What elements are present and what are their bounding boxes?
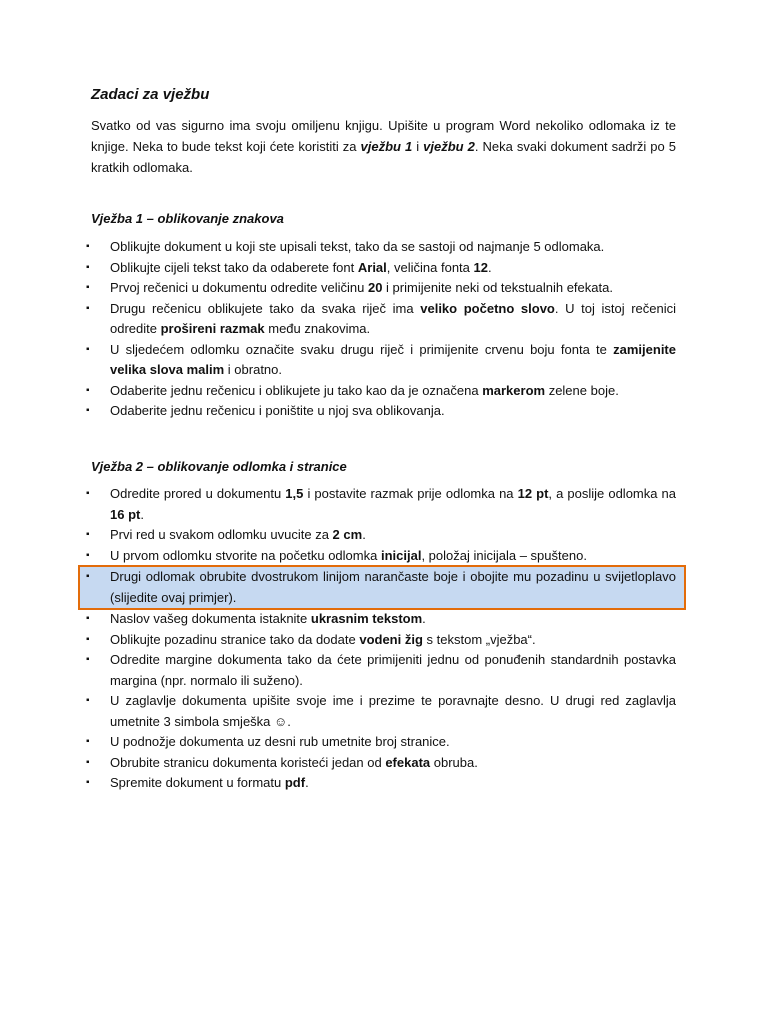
emphasized-text: veliko početno slovo bbox=[420, 300, 555, 316]
text-run: Oblikujte cijeli tekst tako da odaberete font bbox=[110, 259, 358, 275]
emphasized-text: vodeni žig bbox=[359, 631, 423, 647]
text-run: Naslov vašeg dokumenta istaknite bbox=[110, 611, 311, 626]
bullet-icon: ▪ bbox=[86, 654, 90, 665]
text-run: Oblikujte dokument u koji ste upisali tekst, tako da se sastoji od najmanje 5 odlomaka. bbox=[110, 239, 605, 254]
bullet-icon: ▪ bbox=[86, 302, 90, 314]
bullet-icon: ▪ bbox=[86, 756, 90, 768]
text-run: i obratno. bbox=[224, 362, 283, 377]
bullet-icon: ▪ bbox=[86, 241, 90, 252]
emphasized-text: ukrasnim tekstom bbox=[310, 611, 423, 626]
bullet-icon: ▪ bbox=[86, 736, 90, 747]
emphasized-text: vježbu 2 bbox=[423, 139, 475, 154]
section2-list bbox=[84, 484, 676, 794]
text-run: zelene boje. bbox=[545, 382, 619, 398]
text-run: Drugi odlomak obrubite dvostrukom linijom narančaste boje i obojite mu pozadinu u svijetloplavo (slijedite ovaj primjer). bbox=[110, 569, 676, 605]
bullet-icon: ▪ bbox=[86, 261, 90, 273]
list-item bbox=[84, 237, 676, 258]
bullet-icon: ▪ bbox=[86, 571, 90, 582]
text-run: obruba. bbox=[430, 754, 478, 770]
list-item bbox=[84, 546, 676, 567]
bullet-icon: ▪ bbox=[86, 529, 90, 540]
text-run: Spremite dokument u formatu bbox=[110, 775, 285, 790]
list-item bbox=[84, 299, 676, 340]
bullet-icon: ▪ bbox=[86, 384, 90, 396]
section1-list bbox=[84, 237, 676, 422]
list-item bbox=[84, 650, 676, 691]
emphasized-text: pdf bbox=[284, 775, 306, 790]
text-run: U podnožje dokumenta uz desni rub umetnite broj stranice. bbox=[110, 734, 450, 749]
text-run: . bbox=[422, 611, 426, 626]
list-item bbox=[84, 340, 676, 381]
text-run: Odredite prored u dokumentu bbox=[110, 486, 286, 501]
text-run: , a poslije odlomka na bbox=[548, 486, 677, 501]
section1-title: Vježba 1 – oblikovanje znakova bbox=[91, 211, 284, 226]
text-run: , položaj inicijala – spušteno. bbox=[421, 547, 587, 563]
bullet-icon: ▪ bbox=[86, 343, 90, 355]
text-run: . bbox=[487, 259, 492, 275]
emphasized-text: inicijal bbox=[380, 547, 422, 563]
text-run: među znakovima. bbox=[264, 321, 371, 336]
list-item bbox=[84, 609, 676, 630]
section2-title: Vježba 2 – oblikovanje odlomka i stranice bbox=[91, 459, 347, 474]
text-run: Odaberite jednu rečenicu i poništite u njoj sva oblikovanja. bbox=[110, 403, 445, 418]
list-item bbox=[84, 732, 676, 753]
emphasized-text: 12 bbox=[473, 259, 488, 275]
text-run: . bbox=[305, 775, 309, 790]
bullet-icon: ▪ bbox=[86, 488, 90, 499]
list-item bbox=[84, 773, 676, 794]
emphasized-text: zamijenite velika slova malim bbox=[110, 341, 676, 377]
emphasized-text: prošireni razmak bbox=[160, 321, 265, 336]
emphasized-text: 16 pt bbox=[110, 506, 141, 522]
bullet-icon: ▪ bbox=[86, 613, 90, 624]
bullet-icon: ▪ bbox=[86, 405, 90, 416]
text-run: Drugu rečenicu oblikujete tako da svaka riječ ima bbox=[110, 300, 421, 316]
text-run: i bbox=[412, 139, 424, 154]
intro-paragraph bbox=[91, 115, 676, 178]
emphasized-text: 20 bbox=[367, 280, 383, 295]
emphasized-text: Arial bbox=[357, 259, 387, 275]
text-run: i primijenite neki od tekstualnih efekata. bbox=[382, 280, 613, 295]
text-run: Oblikujte pozadinu stranice tako da dodate bbox=[110, 631, 360, 647]
text-run: U sljedećem odlomku označite svaku drugu riječ i primijenite crvenu boju fonta te bbox=[110, 341, 614, 357]
emphasized-text: efekata bbox=[385, 754, 431, 770]
text-run: Prvi red u svakom odlomku uvucite za bbox=[110, 527, 333, 542]
text-run: Odaberite jednu rečenicu i oblikujete ju tako kao da je označena bbox=[110, 382, 483, 398]
bullet-icon: ▪ bbox=[86, 549, 90, 561]
bullet-icon: ▪ bbox=[86, 282, 90, 293]
emphasized-text: markerom bbox=[482, 382, 546, 398]
highlighted-list-item bbox=[80, 567, 684, 608]
bullet-icon: ▪ bbox=[86, 777, 90, 788]
bullet-icon: ▪ bbox=[86, 695, 90, 706]
text-run: Obrubite stranicu dokumenta koristeći jedan od bbox=[110, 754, 386, 770]
text-run: . U toj istoj rečenici odredite bbox=[110, 300, 676, 336]
emphasized-text: vježbu 1 bbox=[360, 139, 413, 154]
text-run: Odredite margine dokumenta tako da ćete primijeniti jednu od ponuđenih standardnih postavka margina (npr. normalo ili suženo). bbox=[110, 652, 676, 688]
list-item bbox=[84, 381, 676, 402]
text-run: Prvoj rečenici u dokumentu odredite veličinu bbox=[110, 280, 368, 295]
list-item bbox=[84, 753, 676, 774]
document-title: Zadaci za vježbu bbox=[91, 86, 210, 103]
list-item bbox=[84, 691, 676, 732]
emphasized-text: 12 pt bbox=[517, 486, 549, 501]
list-item bbox=[84, 258, 676, 279]
text-run: . Neka svaki dokument sadrži po 5 kratkih odlomaka. bbox=[91, 139, 676, 175]
text-run: i postavite razmak prije odlomka na bbox=[303, 486, 518, 501]
text-run: . bbox=[362, 527, 366, 542]
list-item bbox=[84, 401, 676, 422]
bullet-icon: ▪ bbox=[86, 633, 90, 645]
text-run: U prvom odlomku stvorite na početku odlomka bbox=[110, 547, 381, 563]
text-run: , veličina fonta bbox=[386, 259, 474, 275]
emphasized-text: 2 cm bbox=[332, 527, 363, 542]
text-run: s tekstom „vježba“. bbox=[422, 631, 536, 647]
emphasized-text: 1,5 bbox=[285, 486, 304, 501]
list-item bbox=[84, 525, 676, 546]
list-item bbox=[84, 278, 676, 299]
text-run: . bbox=[140, 506, 144, 522]
list-item bbox=[84, 630, 676, 651]
list-item bbox=[84, 484, 676, 525]
text-run: Svatko od vas sigurno ima svoju omiljenu knjigu. Upišite u program Word nekoliko odlomaka iz te knjige. Neka to bude tekst koji ćete koristiti za bbox=[91, 118, 676, 154]
text-run: U zaglavlje dokumenta upišite svoje ime i prezime te poravnajte desno. U drugi red zaglavlja umetnite 3 simbola smješka ☺. bbox=[110, 693, 676, 729]
